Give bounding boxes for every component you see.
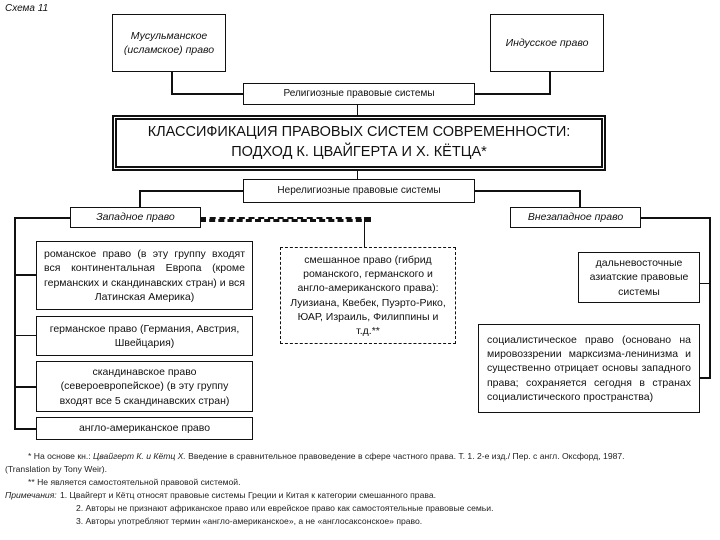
connector	[139, 190, 141, 208]
romance-law-box: романское право (в эту группу входят вся континентальная Европа (кроме германских и скандинавских стран) и вся Латинская Америка)	[36, 241, 253, 310]
religious-systems-box: Религиозные правовые системы	[243, 83, 475, 105]
title-line-2: ПОДХОД К. ЦВАЙГЕРТА И Х. КЁТЦА*	[231, 144, 487, 160]
dashed-connector	[200, 217, 371, 222]
nonreligious-systems-box: Нерелигиозные правовые системы	[243, 179, 475, 203]
connector	[14, 386, 36, 388]
footnote-1-prefix: * На основе кн.:	[28, 451, 94, 461]
main-title-box	[112, 115, 606, 171]
far-east-law-box: дальневосточные азиатские правовые системы	[578, 252, 700, 303]
connector	[14, 217, 71, 219]
connector	[14, 217, 16, 430]
connector	[709, 217, 711, 379]
connector	[357, 170, 358, 179]
footnote-2: ** Не является самостоятельной правовой системой.	[28, 477, 241, 487]
connector	[171, 93, 244, 95]
footnote-1-continued: (Translation by Tony Weir).	[5, 464, 108, 474]
footnote-1-authors: Цвайгерт К. и Кётц Х.	[93, 451, 186, 461]
connector	[357, 105, 358, 115]
scandinavian-law-box: скандинавское право (североевропейское) (в эту группу входят все 5 скандинавских стран)	[36, 361, 253, 412]
note-3: 3. Авторы употребляют термин «англо-американское», а не «англосаксонское» право.	[76, 516, 423, 526]
notes-label: Примечания:	[5, 490, 57, 500]
anglo-american-law-box: англо-американское право	[36, 417, 253, 440]
western-law-box: Западное право	[70, 207, 201, 228]
connector	[700, 283, 710, 284]
connector	[14, 274, 36, 276]
connector	[14, 335, 36, 336]
connector	[364, 217, 365, 247]
muslim-law-box: Мусульманское (исламское) право	[112, 14, 226, 72]
footnote-1	[28, 451, 625, 461]
germanic-law-box: германское право (Германия, Австрия, Швейцария)	[36, 316, 253, 356]
connector	[549, 72, 551, 94]
connector	[139, 190, 244, 192]
scheme-label: Схема 11	[5, 3, 49, 14]
connector	[14, 428, 36, 430]
mixed-law-box: смешанное право (гибрид романского, германского и англо-американского права): Луизиана, Квебек, Пуэрто-Рико, ЮАР, Израиль, Филиппины и т.д.**	[280, 247, 456, 344]
footnote-1-text: Введение в сравнительное правоведение в сфере частного права. Т. 1. 2-е изд./ Пер. с англ. Оксфорд, 1987.	[185, 451, 625, 461]
connector	[579, 190, 581, 208]
connector	[474, 190, 581, 192]
note-2: 2. Авторы не признают африканское право или еврейское право как самостоятельные правовые семьи.	[76, 503, 494, 513]
hindu-law-box: Индусское право	[490, 14, 604, 72]
title-line-1: КЛАССИФИКАЦИЯ ПРАВОВЫХ СИСТЕМ СОВРЕМЕННОСТИ:	[147, 124, 571, 141]
socialist-law-box: социалистическое право (основано на мировоззрении марксизма-ленинизма и существенно отрицает основы западного права; сохраняется сегодня в странах социалистического пространства)	[478, 324, 700, 413]
note-1: 1. Цвайгерт и Кётц относят правовые системы Греции и Китая к категории смешанного права.	[60, 490, 436, 500]
nonwestern-law-box: Внезападное право	[510, 207, 641, 228]
connector	[640, 217, 711, 219]
connector	[700, 377, 710, 379]
connector	[171, 72, 173, 94]
connector	[474, 93, 551, 95]
